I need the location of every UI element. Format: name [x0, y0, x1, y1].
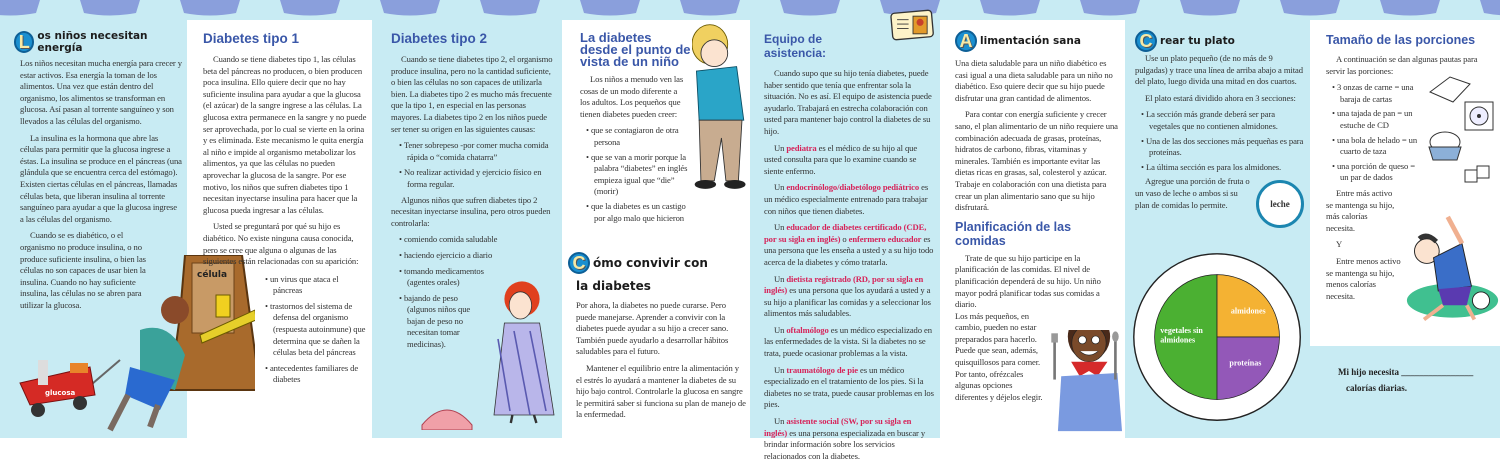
portions-intro: A continuación se dan algunas pautas para servir las porciones: [1326, 54, 1478, 76]
plate-diagram [1130, 250, 1305, 425]
sad-boy-illustration [692, 22, 750, 212]
wave-blob [280, 0, 340, 16]
list-item: • haciendo ejercicio a diario [399, 250, 519, 262]
team-title: Equipo de asistencia: [764, 32, 827, 60]
type1-para: Cuando se tiene diabetes tipo 1, las células beta del páncreas no producen, o bien producen poca insulina. Ello quiere decir que no hay suficiente insulina para ayudar a que la glucosa (el azúcar) de la sangre ingrese a las células. La glucosa extra permanece en la sangre y no puede ser aprovechada, por lo cual se vierte en la orina y es eliminada. Este mecanismo le quita energía al niño e impide al organismo metabolizar los alimentos, ya que las células no pueden aprovechar la glucosa de la sangre. Por ese motivo, los niños que sufren diabetes tipo 1 necesitan inyectarse insulina para hacer que la glucosa pueda ingresar a las células. [203, 54, 367, 215]
dropcap-a: A [955, 30, 977, 52]
child-view-title: La diabetes desde el punto de vista de un niño [580, 30, 691, 69]
portions-list [1332, 82, 1420, 184]
type2-title: Diabetes tipo 2 [391, 31, 488, 46]
type2-causes-list [399, 140, 555, 190]
intro-section [14, 30, 182, 316]
wave-blob [480, 0, 540, 16]
wave-blob [1380, 0, 1440, 16]
plate-para: Agregue una porción de fruta o un vaso de leche o ambos si su plan de comidas lo permite. [1135, 176, 1250, 210]
plate-title: rear tu plato [1160, 35, 1235, 47]
list-item: • 3 onzas de carne = una baraja de cartas [1332, 82, 1420, 105]
list-item: • La última sección es para los almidones. [1141, 162, 1305, 174]
portions-title: Tamaño de las porciones [1326, 33, 1476, 47]
active-para: Entre más activo se mantenga su hijo, más calorías necesita. [1326, 187, 1395, 233]
plate-heading [1135, 30, 1305, 52]
wave-blob [80, 0, 140, 16]
child-view-para: Los niños a menudo ven las cosas de un modo diferente a los adultos. Los pequeños que tienen diabetes pueden creer: [580, 74, 684, 119]
list-item: • Tener sobrepeso -por comer mucha comida rápida o “comida chatarra” [399, 140, 555, 163]
team-section [764, 32, 936, 467]
calorie-suffix: calorías diarias. [1346, 383, 1407, 393]
intro-para: Los niños necesitan mucha energía para crecer y estar activos. Esa energía la toman de los alimentos. Una vez que están dentro del organismo, los alimentos se transforman en glucosa. Así pasan al torrente sanguíneo y son llevados a las células del organismo. [20, 58, 182, 126]
living-title: ómo convivir con [593, 256, 708, 270]
healthy-heading [955, 30, 1121, 52]
portions-section [1326, 33, 1496, 307]
dropcap-l: L [14, 31, 34, 53]
type2-section [391, 32, 555, 355]
plate-label-proteins: proteínas [1229, 358, 1262, 368]
living-para: Por ahora, la diabetes no puede curarse. Pero puede manejarse. Aprender a convivir con la diabetes puede ayudar a su hijo a crecer sano. También puede ayudarlo a desarrollar hábitos saludables para el futuro. [576, 300, 729, 357]
list-item: • trastornos del sistema de defensa del organismo (respuesta autoinmune) que determina que se dañen la células beta del páncreas [265, 301, 368, 359]
less-active-para: Entre menos activo se mantenga su hijo, menos calorías necesita. [1326, 255, 1401, 301]
list-item: • No realizar actividad y ejercicio físico en forma regular. [399, 167, 555, 190]
conjunction-y: Y [1336, 239, 1343, 250]
meal-planning-title: Planificación de las comidas [955, 219, 1072, 248]
team-member: Un oftalmólogo es un médico especializado en las enfermedades de la vista. Si la diabetes no se trata, puede ocasionar problemas a la vista. [764, 324, 932, 359]
type2-para: Algunos niños que sufren diabetes tipo 2 necesitan inyectarse insulina, pero otros pueden controlarla: [391, 194, 551, 228]
list-item: • Una de las dos secciones más pequeñas es para proteínas. [1141, 136, 1305, 159]
list-item: • comiendo comida saludable [399, 234, 519, 246]
plate-para: El plato estará dividido ahora en 3 secciones: [1145, 92, 1296, 103]
type1-para: Usted se preguntará por qué su hijo es diabético. No existe ninguna causa conocida, pero se cree que alguna o algunas de las siguientes están relacionadas con su aparición: [203, 221, 359, 267]
team-intro: Cuando supo que su hijo tenía diabetes, puede haber sentido que tenía que enfrentar sola la situación. No es así. El equipo de asistencia puede ayudarlo. Trabajará en estrecha colaboración con usted para mantener bajo control la diabetes de su hijo. [764, 68, 932, 136]
wave-blob [580, 0, 640, 16]
wagon-label: glucosa [45, 389, 76, 397]
backpack-illustration [420, 395, 475, 430]
milk-cup-icon [1256, 180, 1304, 228]
living-section [568, 252, 746, 426]
team-member: Un educador de diabetes certificado (CDE, por su sigla en inglés) o enfermero educador es una persona que les enseña a usted y a su hijo todo acerca de la diabetes y cómo tratarla. [764, 222, 934, 267]
wave-blob [1180, 0, 1240, 16]
list-item: • un virus que ataca el páncreas [265, 274, 368, 297]
plate-label-starches: almidones [1230, 306, 1266, 316]
wave-blob [180, 0, 240, 16]
child-view-section [580, 32, 692, 227]
wave-blob [780, 0, 840, 16]
intro-para: Cuando se es diabético, o el organismo no produce insulina, o no produce suficiente insulina, o bien las células no son capaces de usar bien la insulina. Cuando no hay suficiente insulina, las células no se abren para utilizar la glucosa. [20, 230, 146, 310]
wave-blob [980, 0, 1040, 16]
door-label: célula [197, 270, 228, 280]
living-heading [568, 252, 746, 274]
intro-title: os niños necesitan energía [37, 30, 148, 54]
list-item: • que la diabetes es un castigo por algo malo que hicieron [586, 201, 690, 224]
type2-control-list [399, 234, 498, 350]
plate-label-vegetables: vegetales sin almidones [1160, 326, 1203, 345]
meal-planning-para: Los más pequeños, en cambio, pueden no estar preparados para hacerlo. Puede que sean, además, quisquillosos para comer. Por tanto, ofrézcales algunas opciones diferentes y déjelos elegir. [955, 310, 1043, 402]
team-member: Un pediatra es el médico de su hijo al que usted consulta para que lo examine cuando se siente enfermo. [764, 142, 918, 176]
plate-sections-list [1141, 109, 1305, 173]
type1-title: Diabetes tipo 1 [203, 31, 300, 46]
team-member: Un dietista registrado (RD, por su sigla en inglés) es una persona que los ayudará a usted y a su hijo a planificar las comidas y a seleccionar los alimentos más saludables. [764, 273, 931, 319]
list-item: • una tajada de pan = un estuche de CD [1332, 108, 1420, 131]
dropcap-c: C [568, 252, 590, 274]
list-item: • que se contagiaron de otra persona [586, 125, 690, 148]
plate-para: Use un plato pequeño (de no más de 9 pulgadas) y trace una línea de arriba abajo a mitad del plato, luego divida una mitad en dos cuartos. [1135, 53, 1303, 87]
wave-blob [680, 0, 740, 16]
list-item: • antecedentes familiares de diabetes [265, 363, 368, 386]
intro-heading [14, 30, 182, 54]
wave-blob [380, 0, 440, 16]
type2-para: Cuando se tiene diabetes tipo 2, el organismo produce insulina, pero no la cantidad suficiente, o bien las células no son capaces de utilizarla bien. La diabetes tipo 2 es mucho más frecuente que la tipo 1, en especial en las personas mayores. La diabetes tipo 2 en los niños puede ser tener su origen en las siguientes causas: [391, 54, 553, 134]
healthy-para: Una dieta saludable para un niño diabético es casi igual a una dieta saludable para un niño no diabético. Eso quiere decir que su hijo puede disfrutar una gran cantidad de alimentos. [955, 58, 1113, 103]
living-title-line2: la diabetes [576, 279, 651, 293]
calorie-prompt: Mi hijo necesita ________________ [1338, 367, 1474, 377]
healthy-section [955, 30, 1121, 408]
list-item: • bajando de peso (algunos niños que bajan de peso no necesitan tomar medicinas). [399, 293, 484, 351]
meal-planning-para: Trate de que su hijo participe en la planificación de las comidas. El nivel de planificación dependerá de su hijo. Un niño mayor podrá planificar todas sus comidas a diario. [955, 252, 1101, 310]
list-item: • una bola de helado = un cuarto de taza [1332, 135, 1420, 158]
list-item: • que se van a morir porque la palabra “diabetes” en inglés empieza igual que “die” (morir) [586, 152, 690, 198]
list-item: • una porción de queso = un par de dados [1332, 161, 1420, 184]
wave-blob [1280, 0, 1340, 16]
list-item: • La sección más grande deberá ser para vegetales que no contienen almidones. [1141, 109, 1305, 132]
living-para: Mantener el equilibrio entre la alimentación y el estrés lo ayudará a mantener la diabetes de su hijo bajo control. Controlarle la glucosa en sangre le permitirá saber si funciona su plan de manejo de la enfermedad. [576, 362, 746, 420]
team-member: Un endocrinólogo/diabetólogo pediátrico es un médico especialmente entrenado para trabajar con niños que tienen diabetes. [764, 182, 929, 216]
dropcap-c: C [1135, 30, 1157, 52]
healthy-title: limentación sana [980, 35, 1081, 47]
type1-causes-list [265, 274, 368, 386]
top-wave-decoration [0, 0, 1500, 20]
list-item: • tomando medicamentos (agentes orales) [399, 266, 484, 289]
team-member: Un asistente social (SW, por su sigla en inglés) es una persona especializada en buscar y brindar información sobre los servicios relacionados con la diabetes. [764, 416, 926, 461]
type1-section [203, 32, 368, 390]
child-beliefs-list [586, 125, 690, 224]
wave-blob [1080, 0, 1140, 16]
wave-blob [0, 0, 40, 16]
intro-para: La insulina es la hormona que abre las células para permitir que la glucosa ingrese a éstas. La insulina se produce en el páncreas (una glándula que se encuentra cerca del estómago). Existen ciertas células en el páncreas, llamadas células beta, que liberan insulina al torrente sanguíneo para ayudar a que la glucosa ingrese a las células del organismo. [20, 132, 182, 224]
calorie-fill-in [1338, 364, 1473, 396]
healthy-para: Para contar con energía suficiente y crecer sano, el plan alimentario de un niño requiere una combinación adecuada de grasas, proteínas, hidratos de carbono, fibras, vitaminas y minerales. También es importante evitar las dietas ricas en grasas, sal, colesterol y azúcar. Trabaje en colaboración con una dietista para crear un plan alimentario sano que su hijo disfrutará. [955, 109, 1118, 213]
team-member: Un traumatólogo de pie es un médico especializado en el tratamiento de los pies. Si la diabetes no se trata, puede causar problemas en los pies. [764, 364, 934, 410]
milk-label: leche [1270, 199, 1290, 209]
